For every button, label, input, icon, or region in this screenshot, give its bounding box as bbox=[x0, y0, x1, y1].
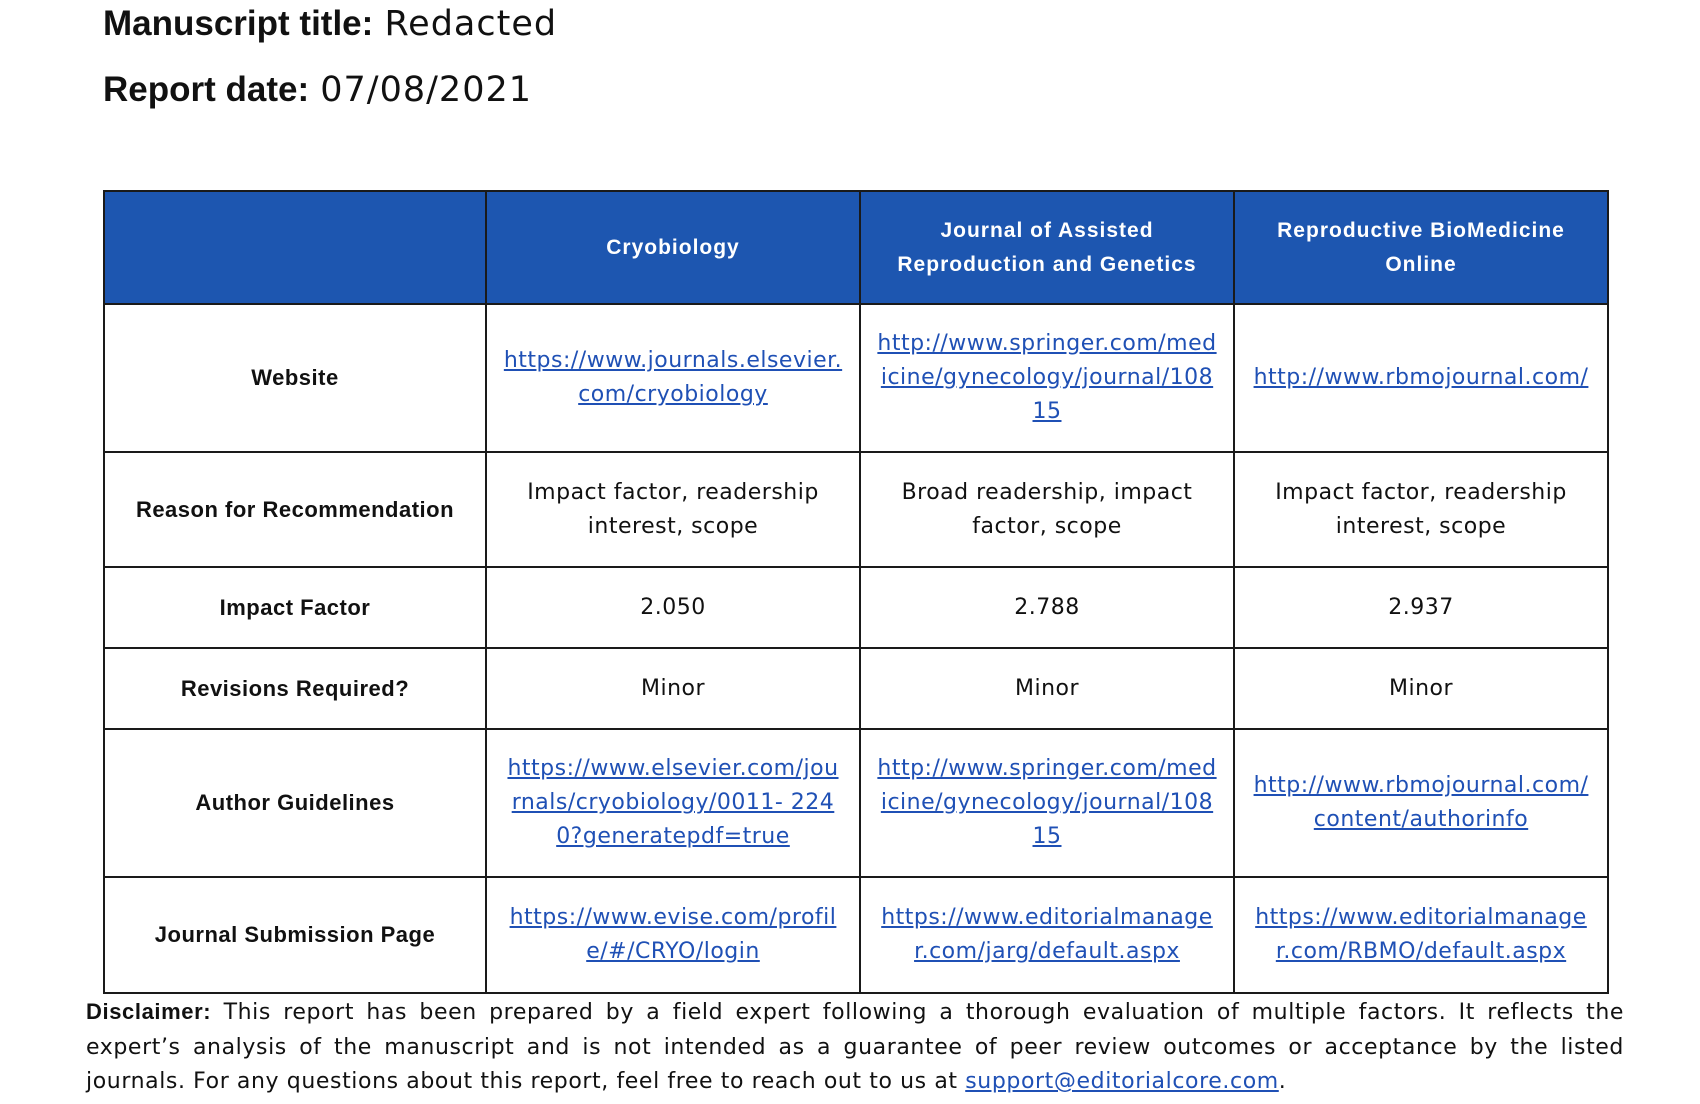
support-email-link[interactable]: support@editorialcore.com bbox=[965, 1069, 1279, 1094]
manuscript-title-label: Manuscript title: bbox=[103, 4, 374, 43]
guidelines-link-cryobiology[interactable]: https://www.elsevier.com/journals/cryobiology/0011- 2240?generatepdf=true bbox=[507, 756, 839, 849]
manuscript-title-value: Redacted bbox=[384, 4, 558, 44]
submission-link-rbmo[interactable]: https://www.editorialmanager.com/RBMO/default.aspx bbox=[1255, 905, 1587, 964]
guidelines-link-rbmo[interactable]: http://www.rbmojournal.com/content/authorinfo bbox=[1253, 773, 1589, 832]
header-corner-cell bbox=[104, 191, 486, 304]
website-link-jarg[interactable]: http://www.springer.com/medicine/gynecology/journal/10815 bbox=[877, 331, 1217, 424]
website-cell-cryobiology bbox=[486, 304, 860, 452]
guidelines-cell-rbmo bbox=[1234, 729, 1608, 877]
table-header-row bbox=[104, 191, 1608, 304]
disclaimer-paragraph bbox=[86, 995, 1624, 1100]
reason-cell-rbmo: Impact factor, readership interest, scope bbox=[1234, 452, 1608, 567]
row-label-impact-factor: Impact Factor bbox=[104, 567, 486, 648]
impact-factor-jarg: 2.788 bbox=[860, 567, 1234, 648]
revisions-rbmo: Minor bbox=[1234, 648, 1608, 729]
row-label-revisions: Revisions Required? bbox=[104, 648, 486, 729]
report-date-line bbox=[103, 70, 532, 110]
guidelines-cell-cryobiology bbox=[486, 729, 860, 877]
submission-link-jarg[interactable]: https://www.editorialmanager.com/jarg/default.aspx bbox=[881, 905, 1213, 964]
disclaimer-text: This report has been prepared by a field expert following a thorough evaluation of multiple factors. It reflects the expert’s analysis of the manuscript and is not intended as a guarantee of peer review outcomes or acceptance by the listed journals. For any questions about this report, feel free to reach out to us at bbox=[86, 1000, 1625, 1094]
submission-link-cryobiology[interactable]: https://www.evise.com/profile/#/CRYO/login bbox=[509, 905, 837, 964]
impact-factor-cryobiology: 2.050 bbox=[486, 567, 860, 648]
guidelines-link-jarg[interactable]: http://www.springer.com/medicine/gynecology/journal/10815 bbox=[877, 756, 1217, 849]
row-label-author-guidelines: Author Guidelines bbox=[104, 729, 486, 877]
report-date-value: 07/08/2021 bbox=[320, 70, 532, 110]
journal-header-cryobiology: Cryobiology bbox=[486, 191, 860, 304]
guidelines-cell-jarg bbox=[860, 729, 1234, 877]
manuscript-title-line bbox=[103, 4, 557, 44]
impact-factor-rbmo: 2.937 bbox=[1234, 567, 1608, 648]
table-row-impact-factor bbox=[104, 567, 1608, 648]
report-date-label: Report date: bbox=[103, 70, 310, 109]
website-link-rbmo[interactable]: http://www.rbmojournal.com/ bbox=[1253, 365, 1589, 390]
website-link-cryobiology[interactable]: https://www.journals.elsevier.com/cryobiology bbox=[503, 348, 843, 407]
disclaimer-period: . bbox=[1278, 1069, 1287, 1094]
table-row-website bbox=[104, 304, 1608, 452]
disclaimer-label: Disclaimer: bbox=[86, 999, 212, 1024]
row-label-reason: Reason for Recommendation bbox=[104, 452, 486, 567]
website-cell-rbmo bbox=[1234, 304, 1608, 452]
row-label-submission-page: Journal Submission Page bbox=[104, 877, 486, 993]
revisions-cryobiology: Minor bbox=[486, 648, 860, 729]
reason-cell-cryobiology: Impact factor, readership interest, scope bbox=[486, 452, 860, 567]
website-cell-jarg bbox=[860, 304, 1234, 452]
row-label-website: Website bbox=[104, 304, 486, 452]
revisions-jarg: Minor bbox=[860, 648, 1234, 729]
journal-header-jarg: Journal of Assisted Reproduction and Genetics bbox=[860, 191, 1234, 304]
table-row-submission-page bbox=[104, 877, 1608, 993]
journal-header-rbmo: Reproductive BioMedicine Online bbox=[1234, 191, 1608, 304]
table-row-reason bbox=[104, 452, 1608, 567]
table-row-revisions bbox=[104, 648, 1608, 729]
submission-cell-rbmo bbox=[1234, 877, 1608, 993]
journal-recommendation-table bbox=[103, 190, 1609, 994]
submission-cell-cryobiology bbox=[486, 877, 860, 993]
submission-cell-jarg bbox=[860, 877, 1234, 993]
table-row-author-guidelines bbox=[104, 729, 1608, 877]
reason-cell-jarg: Broad readership, impact factor, scope bbox=[860, 452, 1234, 567]
